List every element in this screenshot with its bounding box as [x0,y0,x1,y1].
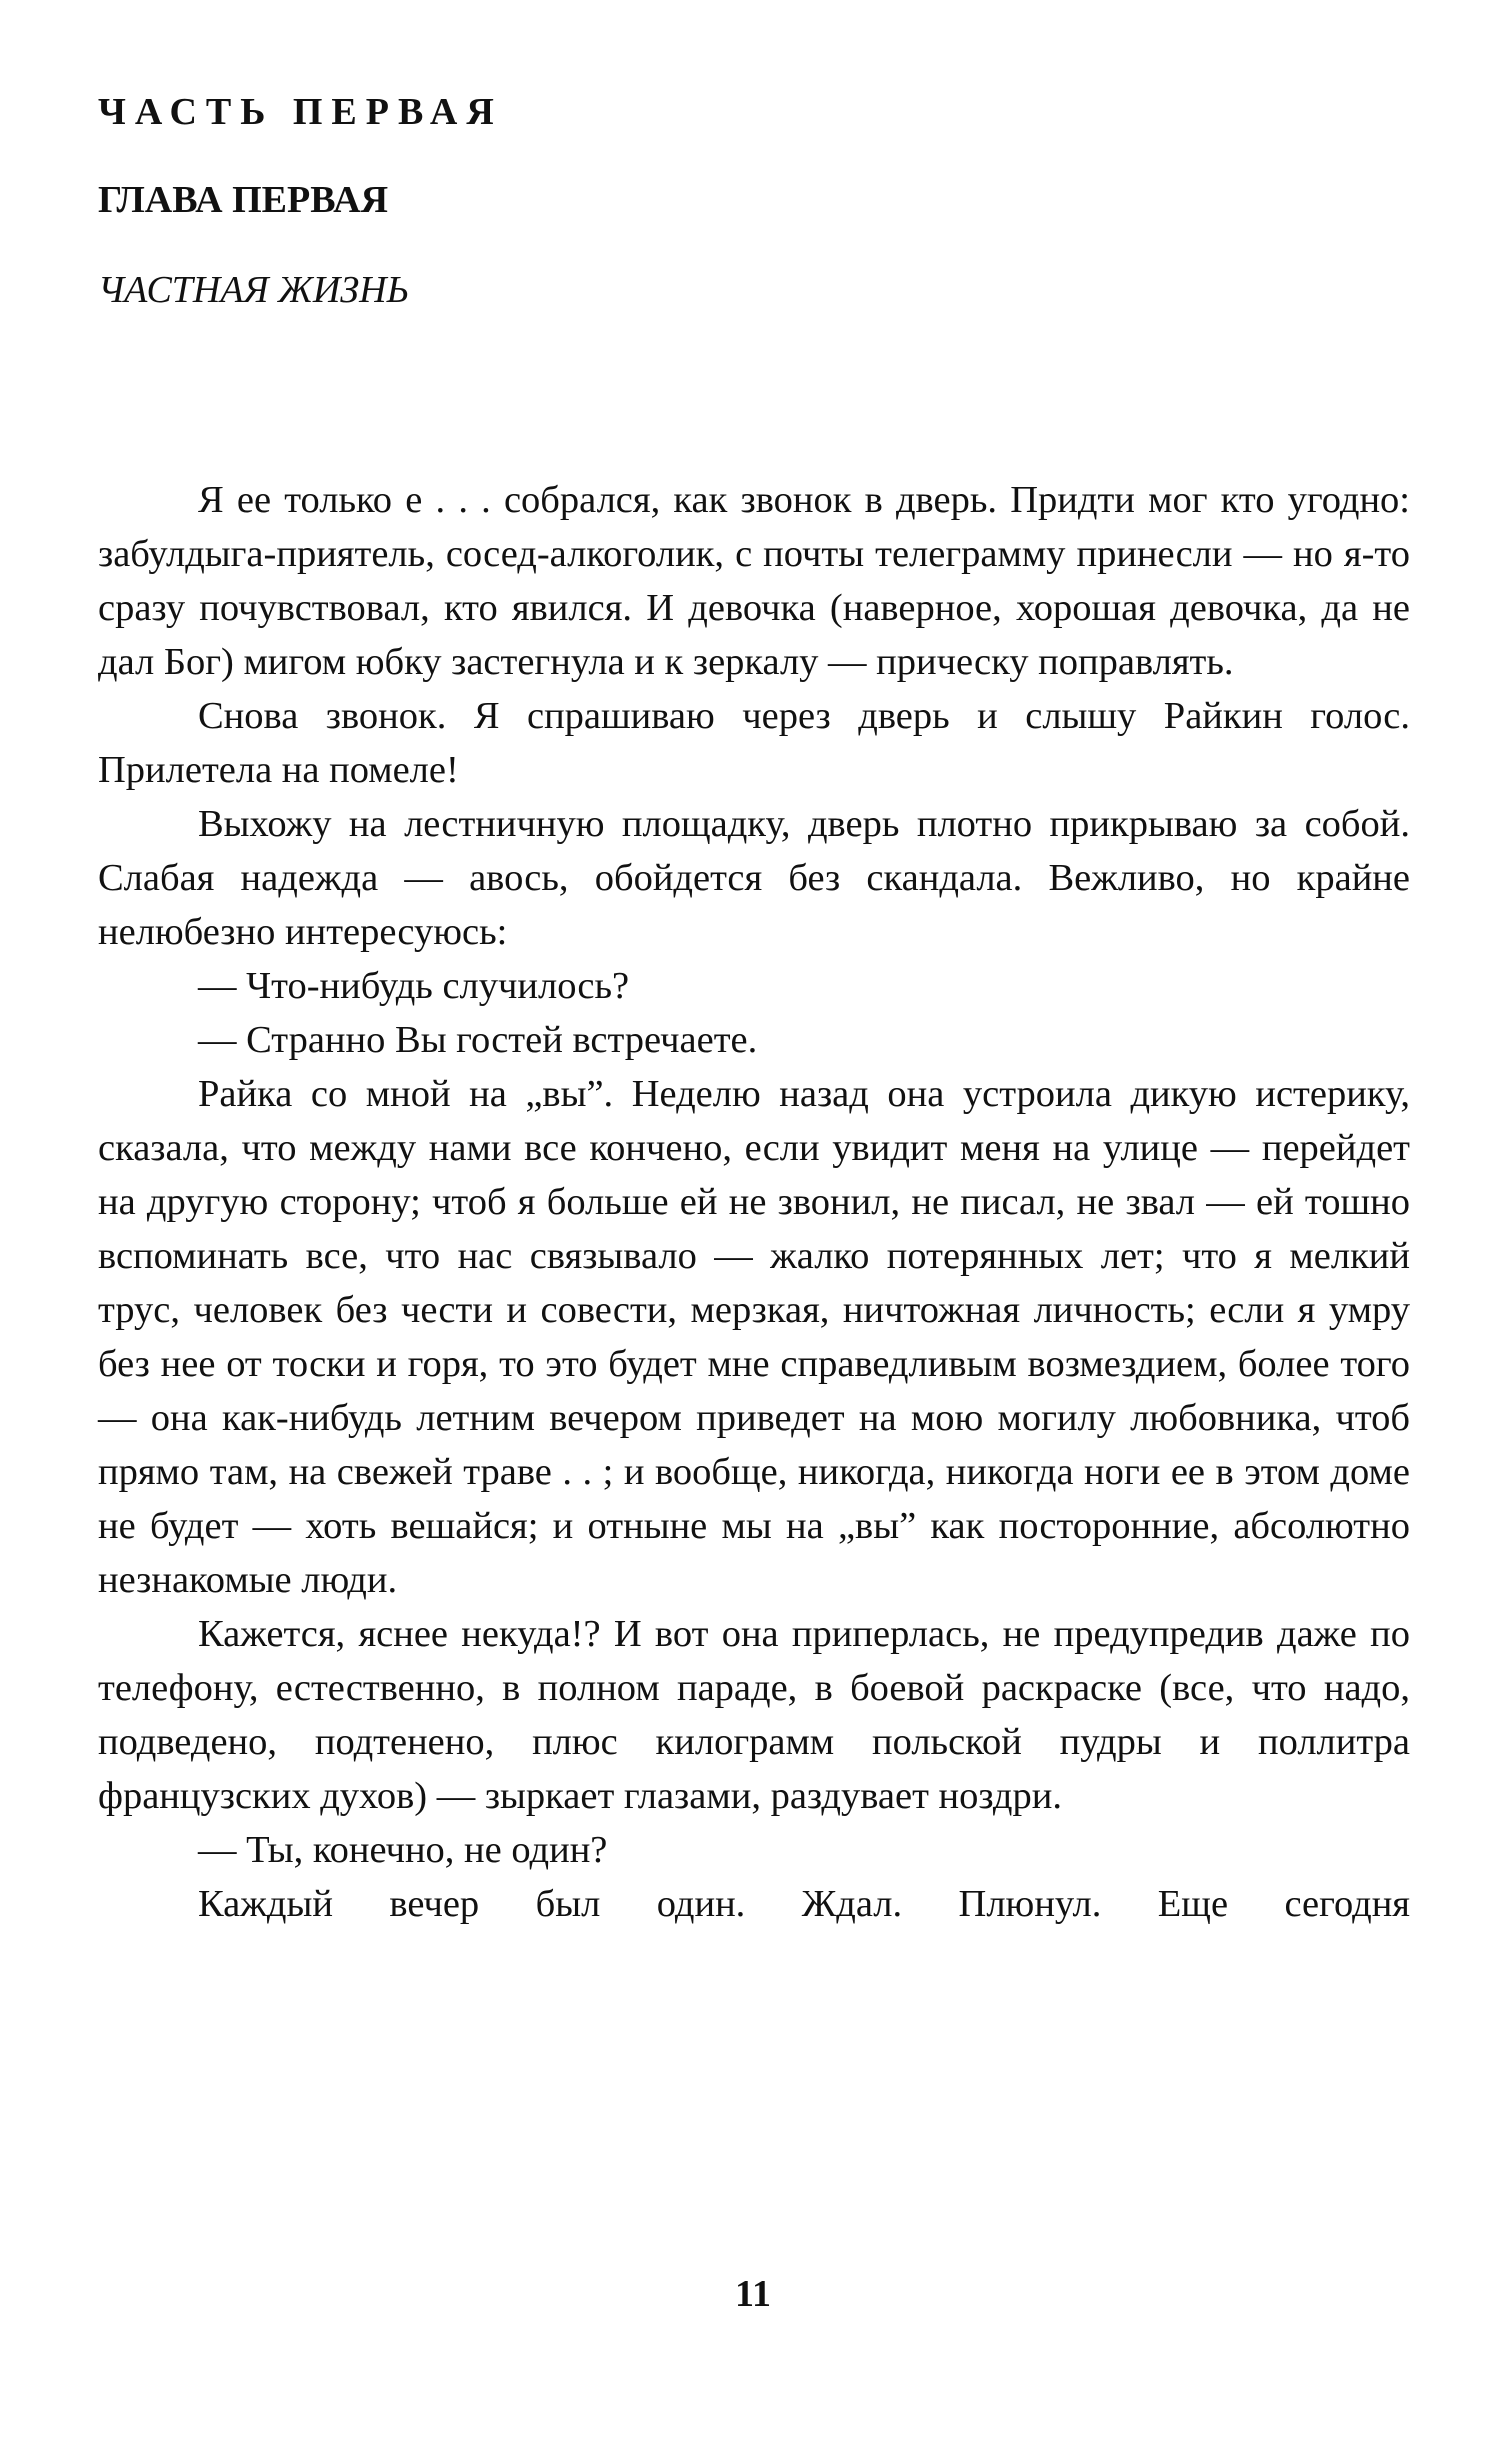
paragraph: Я ее только е . . . собрался, как звонок в дверь. Придти мог кто угодно: забулдыга-приятель, сосед-алкоголик, с почты телеграмму принесли — но я-то сразу почувствовал, кто явился. И девочка (наверное, хорошая девочка, да не дал Бог) мигом юбку застегнула и к зеркалу — прическу поправлять. [98,479,1410,683]
paragraph: Снова звонок. Я спрашиваю через дверь и слышу Райкин голос. Прилетела на помеле! [98,695,1410,791]
paragraph: Выхожу на лестничную площадку, дверь плотно прикрываю за собой. Слабая надежда — авось, обойдется без скандала. Вежливо, но крайне нелюбезно интересуюсь: [98,803,1410,953]
page-number: 11 [735,2273,771,2315]
paragraph: Кажется, яснее некуда!? И вот она приперлась, не предупредив даже по телефону, естественно, в полном параде, в боевой раскраске (все, что надо, подведено, подтенено, плюс килограмм польской пудры и поллитра французских духов) — зыркает глазами, раздувает ноздри. [98,1613,1410,1817]
body-text [98,473,1410,1931]
chapter-subtitle: ЧАСТНАЯ ЖИЗНЬ [98,269,409,311]
paragraph: Каждый вечер был один. Ждал. Плюнул. Еще сегодня [198,1883,1410,1925]
dialogue-line: — Ты, конечно, не один? [198,1829,608,1871]
chapter-title: ГЛАВА ПЕРВАЯ [98,179,389,221]
dialogue-line: — Странно Вы гостей встречаете. [198,1019,758,1061]
part-title: ЧАСТЬ ПЕРВАЯ [98,91,503,133]
paragraph: Райка со мной на „вы”. Неделю назад она устроила дикую истерику, сказала, что между нами все кончено, если увидит меня на улице — перейдет на другую сторону; чтоб я больше ей не звонил, не писал, не звал — ей тошно вспоминать все, что нас связывало — жалко потерянных лет; что я мелкий трус, человек без чести и совести, мерзкая, ничтожная личность; если я умру без нее от тоски и горя, то это будет мне справедливым возмездием, более того — она как-нибудь летним вечером приведет на мою могилу любовника, чтоб прямо там, на свежей траве . . ; и вообще, никогда, никогда ноги ее в этом доме не будет — хоть вешайся; и отныне мы на „вы” как посторонние, абсолютно незнакомые люди. [98,1073,1410,1601]
dialogue-line: — Что-нибудь случилось? [198,965,630,1007]
